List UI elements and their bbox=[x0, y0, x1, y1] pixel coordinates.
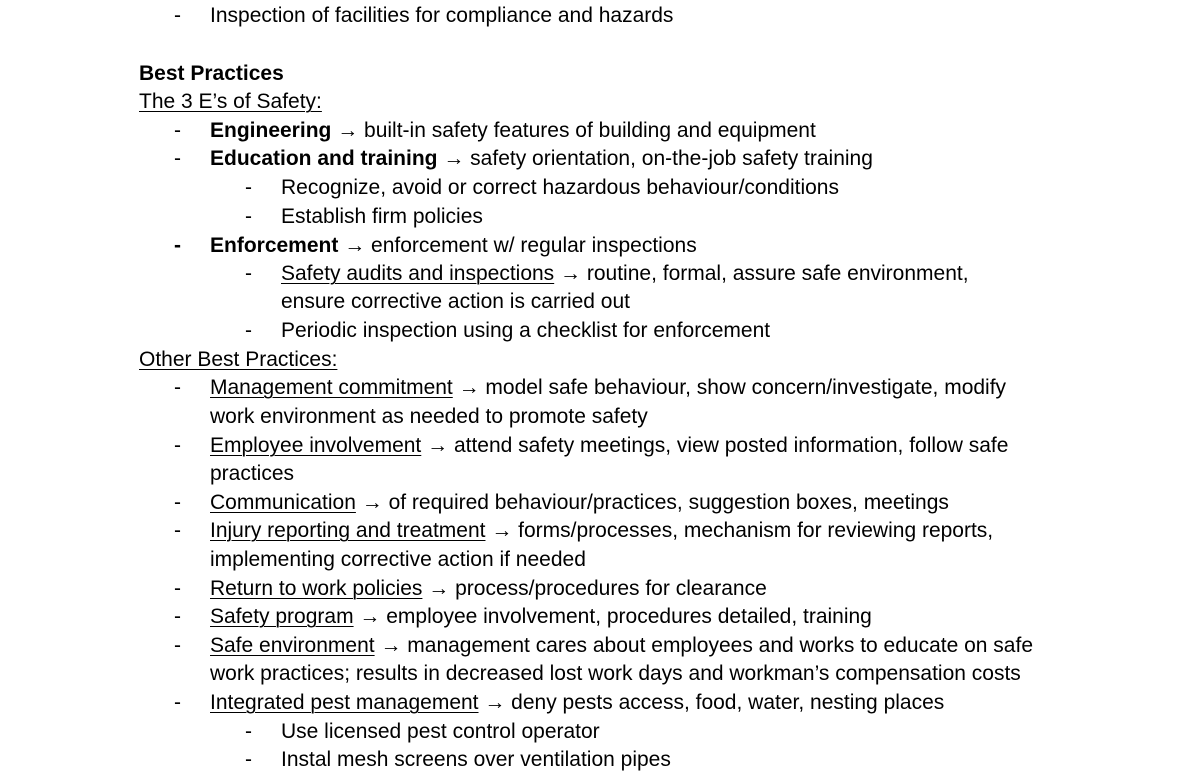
list-item-communication bbox=[210, 489, 949, 517]
desc-enforcement: → enforcement w/ regular inspections bbox=[338, 234, 697, 257]
bullet-dash: - bbox=[174, 4, 181, 27]
desc-education: → safety orientation, on-the-job safety training bbox=[437, 147, 873, 170]
bullet-dash: - bbox=[245, 205, 252, 228]
list-item-environment-continued: work practices; results in decreased lost work days and workman’s compensation costs bbox=[210, 662, 1021, 685]
list-item-injury bbox=[210, 517, 993, 545]
list-item-injury-continued: implementing corrective action if needed bbox=[210, 548, 586, 571]
bullet-dash: - bbox=[174, 691, 181, 714]
bullet-dash: - bbox=[245, 720, 252, 743]
list-item-employee-continued: practices bbox=[210, 462, 295, 485]
term-engineering: Engineering bbox=[210, 119, 332, 142]
list-item-engineering bbox=[210, 117, 816, 145]
sub-item-mesh: Instal mesh screens over ventilation pipes bbox=[281, 748, 671, 771]
bullet-dash: - bbox=[245, 176, 252, 199]
bullet-dash: - bbox=[245, 262, 252, 285]
term-management: Management commitment bbox=[210, 376, 453, 399]
sub-item-licensed: Use licensed pest control operator bbox=[281, 720, 600, 743]
list-item-management-continued: work environment as needed to promote safety bbox=[210, 405, 648, 428]
term-program: Safety program bbox=[210, 605, 354, 628]
sub-item-recognize: Recognize, avoid or correct hazardous behaviour/conditions bbox=[281, 176, 839, 199]
desc-engineering: → built-in safety features of building and equipment bbox=[331, 119, 816, 142]
list-item-environment bbox=[210, 632, 1033, 660]
bullet-dash: - bbox=[174, 491, 181, 514]
bullet-dash: - bbox=[174, 147, 181, 170]
list-item-enforcement bbox=[210, 232, 697, 260]
bullet-dash: - bbox=[174, 605, 181, 628]
sub-item-periodic: Periodic inspection using a checklist for enforcement bbox=[281, 319, 771, 342]
term-employee: Employee involvement bbox=[210, 434, 422, 457]
subheading-three-es: The 3 E’s of Safety: bbox=[139, 90, 322, 113]
subheading-other-best-practices: Other Best Practices: bbox=[139, 348, 338, 371]
bullet-dash: - bbox=[174, 577, 181, 600]
desc-injury: → forms/processes, mechanism for reviewing reports, bbox=[485, 519, 994, 542]
sub-item-audits bbox=[281, 260, 969, 288]
desc-environment: → management cares about employees and works to educate on safe bbox=[374, 634, 1033, 657]
term-pest: Integrated pest management bbox=[210, 691, 479, 714]
bullet-dash: - bbox=[174, 519, 181, 542]
bullet-dash: - bbox=[245, 319, 252, 342]
list-item-employee bbox=[210, 432, 1008, 460]
desc-pest: → deny pests access, food, water, nesting places bbox=[478, 691, 945, 714]
term-injury: Injury reporting and treatment bbox=[210, 519, 486, 542]
list-item-inspection: Inspection of facilities for compliance and hazards bbox=[210, 4, 674, 27]
term-audits: Safety audits and inspections bbox=[281, 262, 555, 285]
list-item-education bbox=[210, 145, 873, 173]
desc-management: → model safe behaviour, show concern/investigate, modify bbox=[452, 376, 1007, 399]
list-item-pest bbox=[210, 689, 944, 717]
section-heading-best-practices: Best Practices bbox=[139, 62, 284, 85]
term-enforcement: Enforcement bbox=[210, 234, 339, 257]
bullet-dash: - bbox=[174, 376, 181, 399]
desc-communication: → of required behaviour/practices, suggestion boxes, meetings bbox=[355, 491, 949, 514]
sub-item-audits-continued: ensure corrective action is carried out bbox=[281, 290, 630, 313]
term-return: Return to work policies bbox=[210, 577, 423, 600]
bullet-dash: - bbox=[245, 748, 252, 771]
sub-item-policies: Establish firm policies bbox=[281, 205, 483, 228]
bullet-dash: - bbox=[174, 434, 181, 457]
bullet-dash: - bbox=[174, 634, 181, 657]
term-education: Education and training bbox=[210, 147, 438, 170]
desc-return: → process/procedures for clearance bbox=[422, 577, 767, 600]
term-environment: Safe environment bbox=[210, 634, 375, 657]
bullet-dash: - bbox=[174, 234, 181, 257]
desc-program: → employee involvement, procedures detailed, training bbox=[353, 605, 872, 628]
list-item-program bbox=[210, 603, 872, 631]
list-item-return bbox=[210, 575, 767, 603]
term-communication: Communication bbox=[210, 491, 356, 514]
list-item-management bbox=[210, 374, 1006, 402]
desc-employee: → attend safety meetings, view posted information, follow safe bbox=[421, 434, 1009, 457]
desc-audits: → routine, formal, assure safe environment, bbox=[554, 262, 969, 285]
bullet-dash: - bbox=[174, 119, 181, 142]
